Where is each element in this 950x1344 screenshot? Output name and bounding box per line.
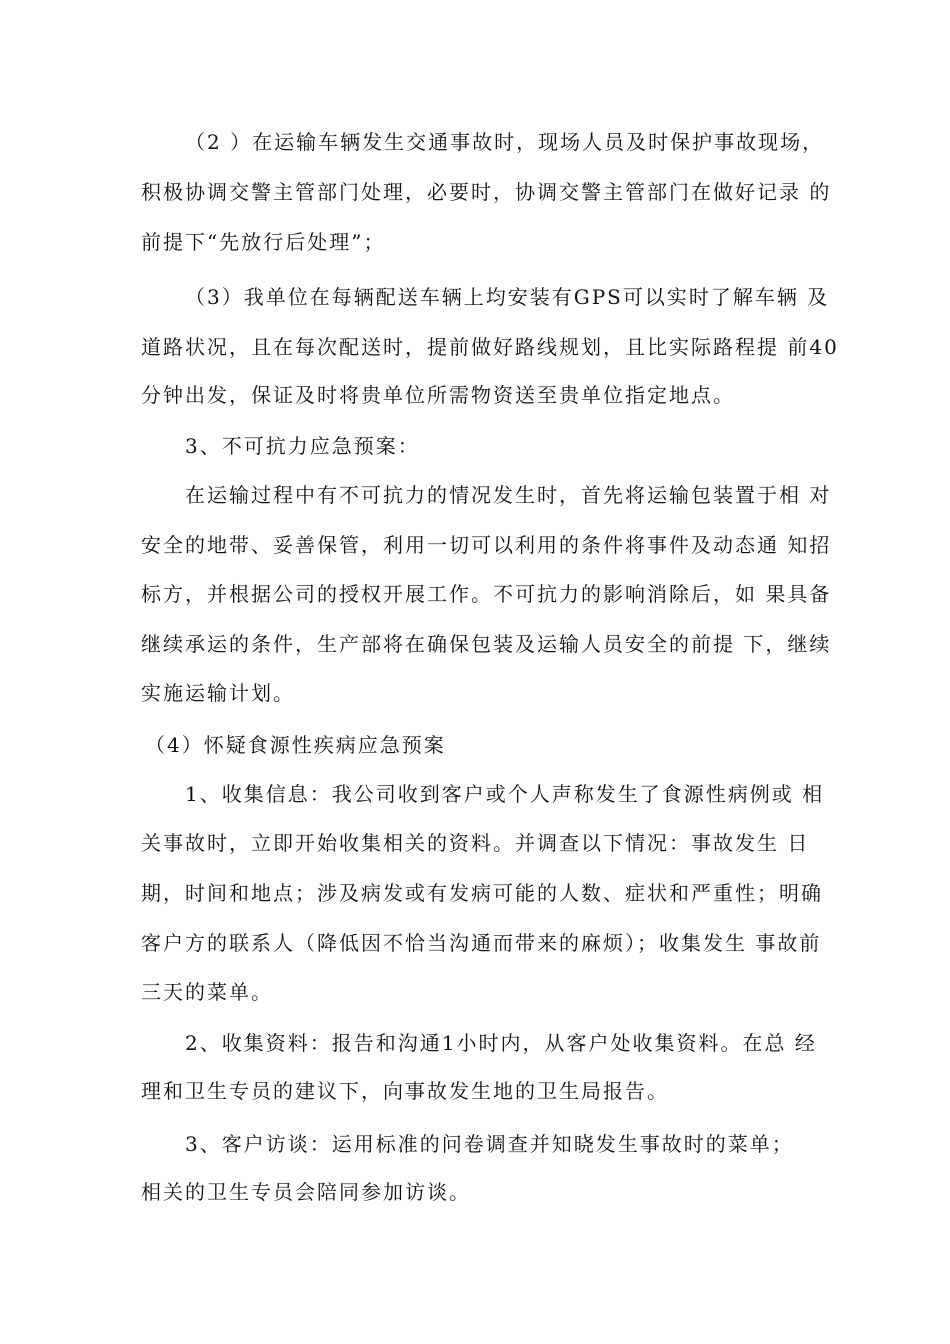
text-line: 在运输过程中有不可抗力的情况发生时，首先将运输包装置于相 对: [185, 483, 832, 507]
text-line: 关事故时，立即开始收集相关的资料。并调查以下情况：事故发生 日: [141, 831, 810, 855]
text-line: 标方，并根据公司的授权开展工作。不可抗力的影响消除后，如 果具备: [141, 582, 832, 606]
text-line: 实施运输计划。: [141, 681, 295, 705]
text-line: 分钟出发，保证及时将贵单位所需物资送至贵单位指定地点。: [141, 383, 735, 407]
text-line: 道路状况，且在每次配送时，提前做好路线规划，且比实际路程提 前40: [141, 335, 839, 359]
text-line: 3、客户访谈：运用标准的问卷调查并知晓发生事故时的菜单；: [185, 1132, 794, 1156]
text-line: 理和卫生专员的建议下，向事故发生地的卫生局报告。: [141, 1079, 669, 1103]
section-heading: （4）怀疑食源性疾病应急预案: [145, 733, 446, 757]
text-line: 期，时间和地点；涉及病发或有发病可能的人数、症状和严重性；明确: [141, 881, 823, 905]
text-line: 相关的卫生专员会陪同参加访谈。: [141, 1180, 471, 1204]
text-line: 三天的菜单。: [141, 980, 273, 1004]
text-line: 客户方的联系人（降低因不恰当沟通而带来的麻烦）；收集发生 事故前: [141, 931, 822, 955]
text-line: （2 ）在运输车辆发生交通事故时，现场人员及时保护事故现场，: [185, 130, 825, 154]
text-line: （3）我单位在每辆配送车辆上均安装有GPS可以实时了解车辆 及: [185, 285, 830, 309]
section-heading: 3、不可抗力应急预案：: [185, 434, 420, 458]
text-line: 1、收集信息：我公司收到客户或个人声称发生了食源性病例或 相: [185, 782, 825, 806]
text-line: 前提下“先放行后处理”；: [141, 230, 386, 254]
text-line: 继续承运的条件，生产部将在确保包装及运输人员安全的前提 下，继续: [141, 632, 832, 656]
text-line: 积极协调交警主管部门处理，必要时，协调交警主管部门在做好记录 的: [141, 180, 832, 204]
text-line: 2、收集资料：报告和沟通1小时内，从客户处收集资料。在总 经: [185, 1031, 817, 1055]
text-line: 安全的地带、妥善保管，利用一切可以利用的条件将事件及动态通 知招: [141, 533, 832, 557]
